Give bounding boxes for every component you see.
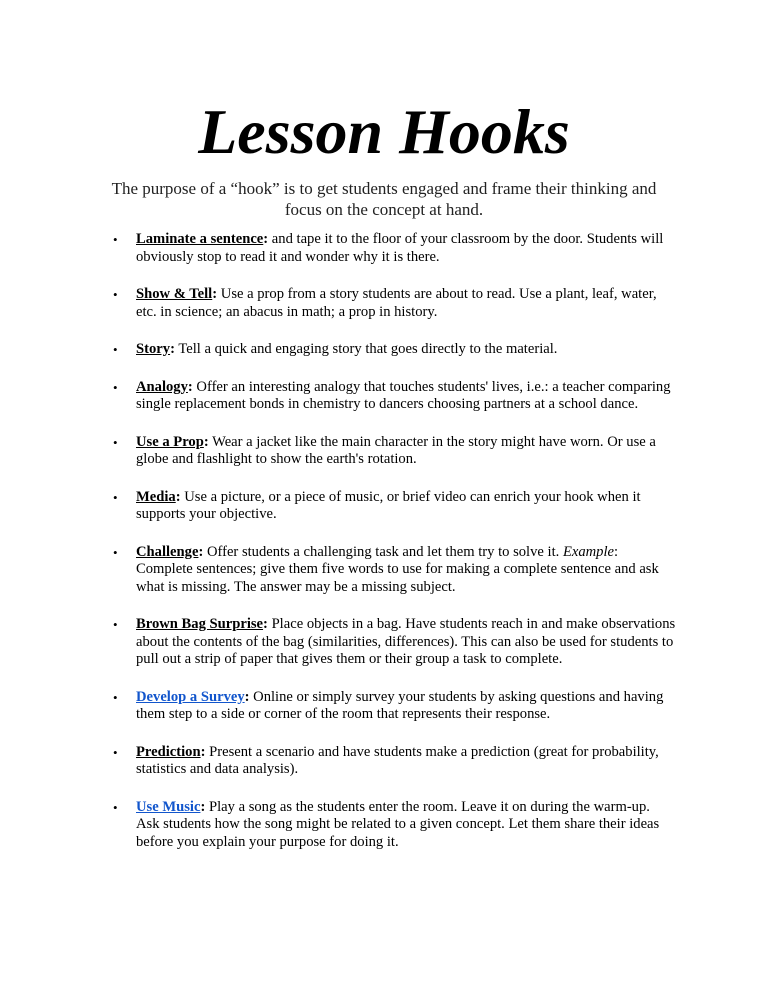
hook-text: Wear a jacket like the main character in the story might have worn. Or use a globe and flashlight to show the earth's rotation. [136,433,656,467]
bullet-icon: • [113,799,118,815]
hook-colon: : [175,488,181,505]
bullet-icon: • [113,544,118,560]
hook-colon: : [187,378,193,395]
use-music-link[interactable]: Use Music [136,798,201,815]
hook-colon: : [203,433,209,450]
list-item-laminate-a-sentence [0,231,768,266]
bullet-icon: • [113,287,118,302]
hook-text: Online or simply survey your students by asking questions and having them step to a side or corner of the room that represents their response. [136,688,664,722]
bullet-icon: • [113,434,118,450]
hook-colon: : [244,688,250,705]
hook-label: Use a Prop [136,433,204,450]
list-item-use-a-prop [0,434,768,469]
list-item-use-music [0,799,768,852]
hook-text: Offer students a challenging task and let them try to solve it. [203,543,563,560]
list-item-show-and-tell [0,286,768,321]
hook-colon: : [263,231,269,247]
hooks-list [0,231,768,871]
hook-label: Story [136,341,171,357]
hook-text: Place objects in a bag. Have students reach in and make observations about the contents of the bag (similarities, differences). This can also be used for students to pull out a strip of paper that gives them or their group a task to complete. [136,616,676,667]
hook-label: Challenge [136,543,199,560]
bullet-icon: • [113,617,118,632]
hook-text: Play a song as the students enter the room. Leave it on during the warm-up. Ask students how the song might be related to a given concept. Let them share their ideas before you explain your purpose for doing it. [136,798,660,850]
hook-text: Tell a quick and engaging story that goes directly to the material. [174,341,558,357]
page-subtitle: The purpose of a “hook” is to get students engaged and frame their thinking and focus on the concept at hand. [111,179,657,219]
hook-label: Media [136,488,176,505]
hook-colon: : [212,286,218,302]
hook-colon: : [263,616,268,632]
hook-colon: : [170,341,175,357]
hook-text: Present a scenario and have students make a prediction (great for probability, statistics and data analysis). [136,743,659,777]
develop-a-survey-link[interactable]: Develop a Survey [136,688,245,705]
hook-label: Brown Bag Surprise [136,616,264,632]
hook-text: and tape it to the floor of your classroom by the door. Students will obviously stop to read it and wonder why it is there. [136,231,664,265]
bullet-icon: • [113,342,118,357]
hook-example-label: Example [562,543,615,560]
bullet-icon: • [113,489,118,505]
hook-label: Prediction [136,743,201,760]
hook-label: Laminate a sentence [136,231,264,247]
bullet-icon: • [113,379,118,395]
hook-text: Use a picture, or a piece of music, or brief video can enrich your hook when it supports your objective. [136,488,641,522]
bullet-icon: • [113,689,118,705]
bullet-icon: • [113,744,118,760]
list-item-analogy [0,379,768,414]
hook-label: Show & Tell [136,286,213,302]
page-title: Lesson Hooks [198,96,570,167]
hook-text-continued: : Complete sentences; give them five words to use for making a complete sentence and ask what is missing. The answer may be a missing subject. [136,543,659,595]
list-item-develop-a-survey [0,689,768,724]
hook-text: Use a prop from a story students are about to read. Use a plant, leaf, water, etc. in science; an abacus in math; a prop in history. [136,286,657,320]
list-item-brown-bag-surprise [0,616,768,669]
hook-label: Analogy [136,378,188,395]
list-item-media [0,489,768,524]
hook-colon: : [200,743,206,760]
hook-colon: : [200,798,206,815]
bullet-icon: • [113,232,118,247]
hook-text: Offer an interesting analogy that touches students' lives, i.e.: a teacher comparing single replacement bonds in chemistry to dancers choosing partners at a school dance. [136,378,671,412]
hook-colon: : [198,543,204,560]
list-item-challenge [0,544,768,597]
list-item-story [0,341,768,359]
list-item-prediction [0,744,768,779]
